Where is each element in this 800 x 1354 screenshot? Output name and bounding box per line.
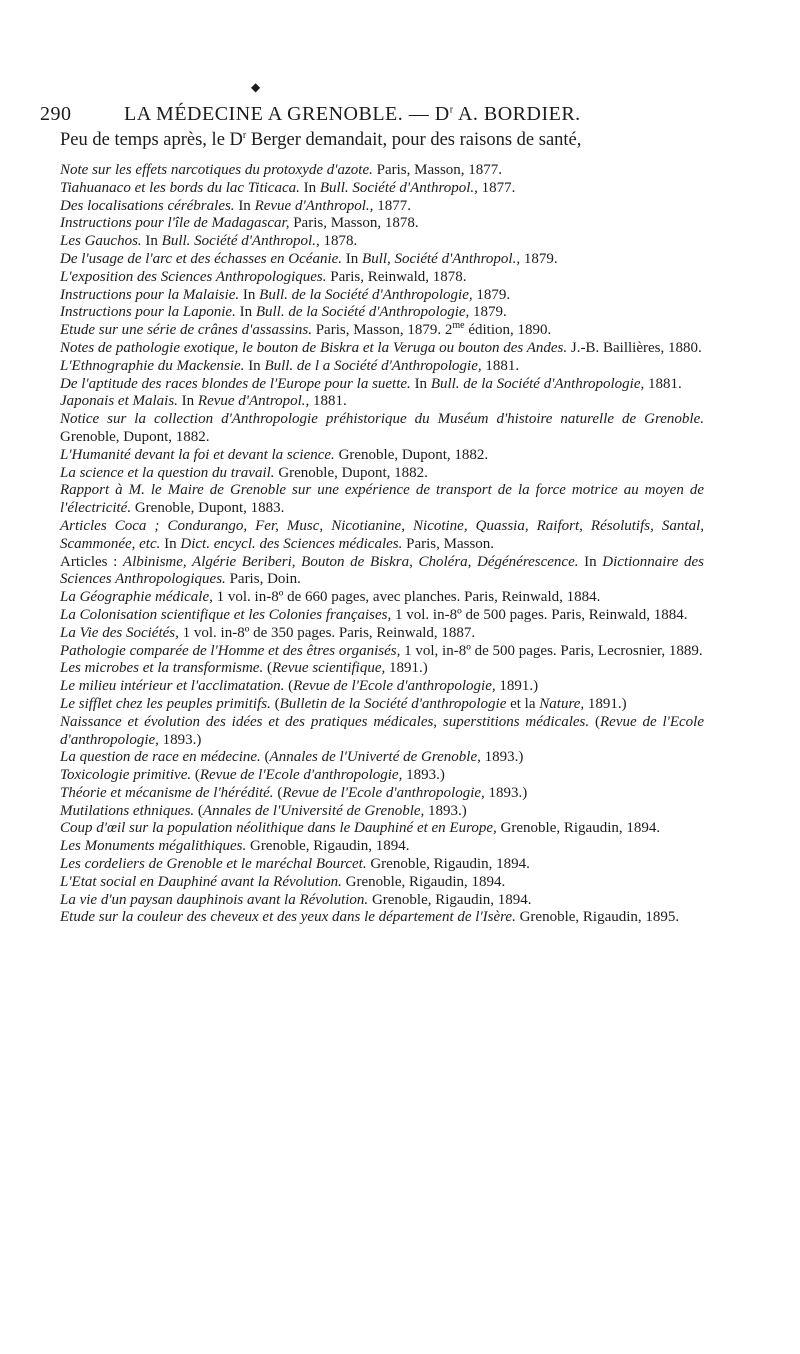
bibliography-entry: Instructions pour l'île de Madagascar, Paris, Masson, 1878.	[60, 215, 419, 232]
bibliography-entry: Théorie et mécanisme de l'hérédité. (Revue de l'Ecole d'anthropologie, 1893.)	[60, 784, 528, 801]
bibliography-entry: Rapport à M. le Maire de Grenoble sur une expérience de transport de la force motrice au moyen de l'électricité. Grenoble, Dupont, 1883.	[60, 482, 704, 517]
bibliography-entry: Coup d'œil sur la population néolithique dans le Dauphiné et en Europe, Grenoble, Rigaudin, 1894.	[60, 820, 661, 837]
bibliography-entry: Pathologie comparée de l'Homme et des êtres organisés, 1 vol, in-8º de 500 pages. Paris, Lecrosnier, 1889.	[60, 642, 703, 659]
bibliography-entry: Les microbes et la transformisme. (Revue scientifique, 1891.)	[60, 660, 428, 677]
bibliography-entry: Le milieu intérieur et l'acclimatation. (Revue de l'Ecole d'anthropologie, 1891.)	[60, 678, 539, 695]
bibliography-entry: Instructions pour la Malaisie. In Bull. de la Société d'Anthropologie, 1879.	[60, 286, 511, 303]
bibliography-entry: Japonais et Malais. In Revue d'Antropol., 1881.	[60, 393, 347, 410]
bibliography-entry: Instructions pour la Laponie. In Bull. de la Société d'Anthropologie, 1879.	[60, 304, 507, 321]
bibliography-entry: Les Monuments mégalithiques. Grenoble, Rigaudin, 1894.	[60, 838, 410, 855]
bibliography-entry: Le sifflet chez les peuples primitifs. (Bulletin de la Société d'anthropologie et la Nature, 1891.)	[60, 695, 627, 712]
bibliography-entry: La vie d'un paysan dauphinois avant la Révolution. Grenoble, Rigaudin, 1894.	[60, 891, 532, 908]
bibliography-entry: L'Humanité devant la foi et devant la science. Grenoble, Dupont, 1882.	[60, 446, 489, 463]
bibliography-entry: L'exposition des Sciences Anthropologiques. Paris, Reinwald, 1878.	[60, 268, 467, 285]
bibliography-entry: Toxicologie primitive. (Revue de l'Ecole d'anthropologie, 1893.)	[60, 767, 445, 784]
bibliography-entry: Tiahuanaco et les bords du lac Titicaca. In Bull. Société d'Anthropol., 1877.	[60, 179, 516, 196]
bibliography-entry: Notice sur la collection d'Anthropologie préhistorique du Muséum d'histoire naturelle de Grenoble. Grenoble, Dupont, 1882.	[60, 411, 704, 445]
bibliography-entry: Articles : Albinisme, Algérie Beriberi, Bouton de Biskra, Choléra, Dégénérescence. In Dictionnaire des Sciences Anthropologiques. Paris, Doin.	[60, 553, 705, 588]
bibliography-entry: Les cordeliers de Grenoble et le maréchal Bourcet. Grenoble, Rigaudin, 1894.	[60, 856, 530, 873]
running-title: LA MÉDECINE A GRENOBLE. — $D^r$ A. BORDIER.	[124, 103, 581, 125]
bibliography-list	[60, 162, 704, 927]
running-header	[40, 103, 740, 125]
bibliography-entry: Naissance et évolution des idées et des pratiques médicales, superstitions médicales. (Revue de l'Ecole d'anthropologie, 1893.)	[60, 713, 704, 748]
bibliography-entry: De l'usage de l'arc et des échasses en Océanie. In Bull, Société d'Anthropol., 1879.	[60, 250, 558, 267]
bibliography-entry: La question de race en médecine. (Annales de l'Univerté de Grenoble, 1893.)	[60, 749, 524, 766]
bibliography-entry: Note sur les effets narcotiques du protoxyde d'azote. Paris, Masson, 1877.	[60, 162, 503, 178]
intro-sentence: Peu de temps après, le $D^r$ Berger demandait, pour des raisons de santé,	[60, 129, 582, 150]
ornament-mark: ◆	[251, 80, 261, 94]
bibliography-entry: La Colonisation scientifique et les Colonies françaises, 1 vol. in-8º de 500 pages. Paris, Reinwald, 1884.	[60, 606, 688, 623]
bibliography-entry: Notes de pathologie exotique, le bouton de Biskra et la Veruga ou bouton des Andes. J.-B. Baillières, 1880.	[60, 339, 702, 356]
bibliography-entry: Mutilations ethniques. (Annales de l'Université de Grenoble, 1893.)	[60, 802, 467, 819]
bibliography-entry: La Vie des Sociétés, 1 vol. in-8º de 350 pages. Paris, Reinwald, 1887.	[60, 624, 476, 641]
bibliography-entry: Etude sur la couleur des cheveux et des yeux dans le département de l'Isère. Grenoble, Rigaudin, 1895.	[60, 909, 680, 926]
bibliography-entry: Articles Coca ; Condurango, Fer, Musc, Nicotianine, Nicotine, Quassia, Raifort, Résolutifs, Santal, Scammonée, etc. In Dict. encycl. des Sciences médicales. Paris, Masson.	[60, 517, 704, 552]
bibliography-entry: La Géographie médicale, 1 vol. in-8º de 660 pages, avec planches. Paris, Reinwald, 1884.	[60, 589, 601, 606]
bibliography-entry: La science et la question du travail. Grenoble, Dupont, 1882.	[60, 464, 428, 481]
bibliography-entry: Etude sur une série de crânes d'assassins. Paris, Masson, 1879. $2^{me}$ édition, 1890.	[60, 320, 552, 339]
bibliography-entry: De l'aptitude des races blondes de l'Europe pour la suette. In Bull. de la Société d'Anthropologie, 1881.	[60, 375, 682, 392]
bibliography-entry: L'Etat social en Dauphiné avant la Révolution. Grenoble, Rigaudin, 1894.	[60, 873, 506, 890]
bibliography-entry: Les Gauchos. In Bull. Société d'Anthropol., 1878.	[60, 233, 358, 250]
page-number: 290	[40, 103, 72, 125]
bibliography-entry: L'Ethnographie du Mackensie. In Bull. de l a Société d'Anthropologie, 1881.	[60, 357, 520, 374]
bibliography-entry: Des localisations cérébrales. In Revue d'Anthropol., 1877.	[60, 197, 411, 214]
